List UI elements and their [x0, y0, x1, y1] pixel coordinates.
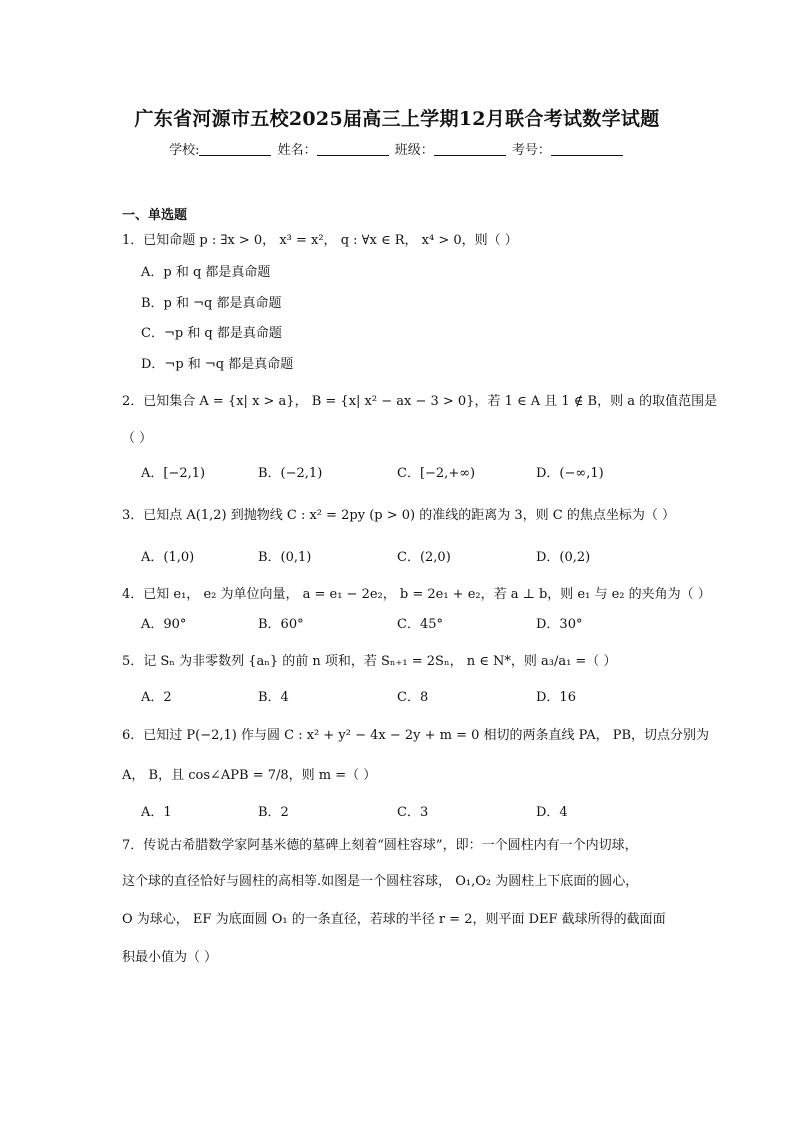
question-3-stem: 3．已知点 A(1,2) 到抛物线 C : x² = 2py (p > 0) 的准线的距离为 3，则 C 的焦点坐标为（ ） [122, 508, 676, 523]
question-3-option-d: D．(0,2) [536, 550, 591, 565]
question-4-option-c: C．45° [397, 617, 443, 632]
question-7-line-2: 这个球的直径恰好与圆柱的高相等.如图是一个圆柱容球， O₁,O₂ 为圆柱上下底面的圆心， [122, 874, 639, 889]
question-3-option-b: B．(0,1) [258, 550, 312, 565]
question-6-option-a: A．1 [141, 805, 172, 820]
question-5-option-c: C．8 [397, 690, 429, 705]
student-info-line [0, 139, 794, 158]
class-blank [434, 143, 506, 156]
question-5-option-a: A．2 [141, 690, 172, 705]
question-1-stem: 1．已知命题 p : ∃x > 0， x³ = x²， q : ∀x ∈ R， x⁴ > 0，则（ ） [122, 233, 518, 248]
question-2-option-b: B．(−2,1) [258, 466, 323, 481]
exam-number-label: 考号： [511, 143, 551, 158]
question-6-option-d: D．4 [536, 805, 568, 820]
question-4-stem: 4．已知 e₁， e₂ 为单位向量， a = e₁ − 2e₂， b = 2e₁ + e₂，若 a ⊥ b，则 e₁ 与 e₂ 的夹角为（ ） [122, 587, 711, 602]
name-blank [317, 143, 389, 156]
section-heading: 一、单选题 [122, 208, 188, 223]
question-2-option-c: C．[−2,+∞) [397, 466, 476, 481]
question-6-stem-continued: A， B，且 cos∠APB = 7/8，则 m =（ ） [122, 768, 377, 783]
page-title: 广东省河源市五校2025届高三上学期12月联合考试数学试题 [134, 108, 660, 130]
question-5-option-d: D．16 [536, 690, 576, 705]
question-6-option-c: C．3 [397, 805, 429, 820]
question-7-line-3: O 为球心， EF 为底面圆 O₁ 的一条直径，若球的半径 r = 2，则平面 DEF 截球所得的截面面 [122, 912, 666, 927]
school-blank [199, 143, 271, 156]
school-label: 学校: [169, 143, 200, 158]
question-3-option-c: C．(2,0) [397, 550, 451, 565]
question-7-line-4: 积最小值为（ ） [122, 950, 218, 965]
question-6-stem: 6．已知过 P(−2,1) 作与圆 C : x² + y² − 4x − 2y + m = 0 相切的两条直线 PA， PB，切点分别为 [122, 728, 710, 743]
question-1-option-d: D．¬p 和 ¬q 都是真命题 [141, 357, 294, 372]
question-5-option-b: B．4 [258, 690, 289, 705]
question-7-line-1: 7．传说古希腊数学家阿基米德的墓碑上刻着“圆柱容球”，即：一个圆柱内有一个内切球， [122, 838, 638, 853]
question-1-option-b: B．p 和 ¬q 都是真命题 [141, 296, 282, 311]
name-label: 姓名： [277, 143, 317, 158]
question-1-option-a: A．p 和 q 都是真命题 [141, 265, 271, 280]
question-4-option-a: A．90° [141, 617, 187, 632]
question-5-stem: 5．记 Sₙ 为非零数列 {aₙ} 的前 n 项和，若 Sₙ₊₁ = 2Sₙ， n ∈ N*，则 a₃/a₁ =（ ） [122, 654, 617, 669]
exam-number-blank [551, 143, 623, 156]
question-4-option-d: D．30° [536, 617, 583, 632]
question-1-option-c: C．¬p 和 q 都是真命题 [141, 326, 282, 341]
question-6-option-b: B．2 [258, 805, 289, 820]
question-3-option-a: A．(1,0) [141, 550, 195, 565]
question-2-stem-continued: （ ） [122, 431, 153, 446]
question-2-stem: 2．已知集合 A = {x| x > a}， B = {x| x² − ax − 3 > 0}，若 1 ∈ A 且 1 ∉ B，则 a 的取值范围是 [122, 394, 718, 409]
question-2-option-a: A．[−2,1) [141, 466, 206, 481]
class-label: 班级： [394, 143, 434, 158]
question-4-option-b: B．60° [258, 617, 304, 632]
question-2-option-d: D．(−∞,1) [536, 466, 604, 481]
